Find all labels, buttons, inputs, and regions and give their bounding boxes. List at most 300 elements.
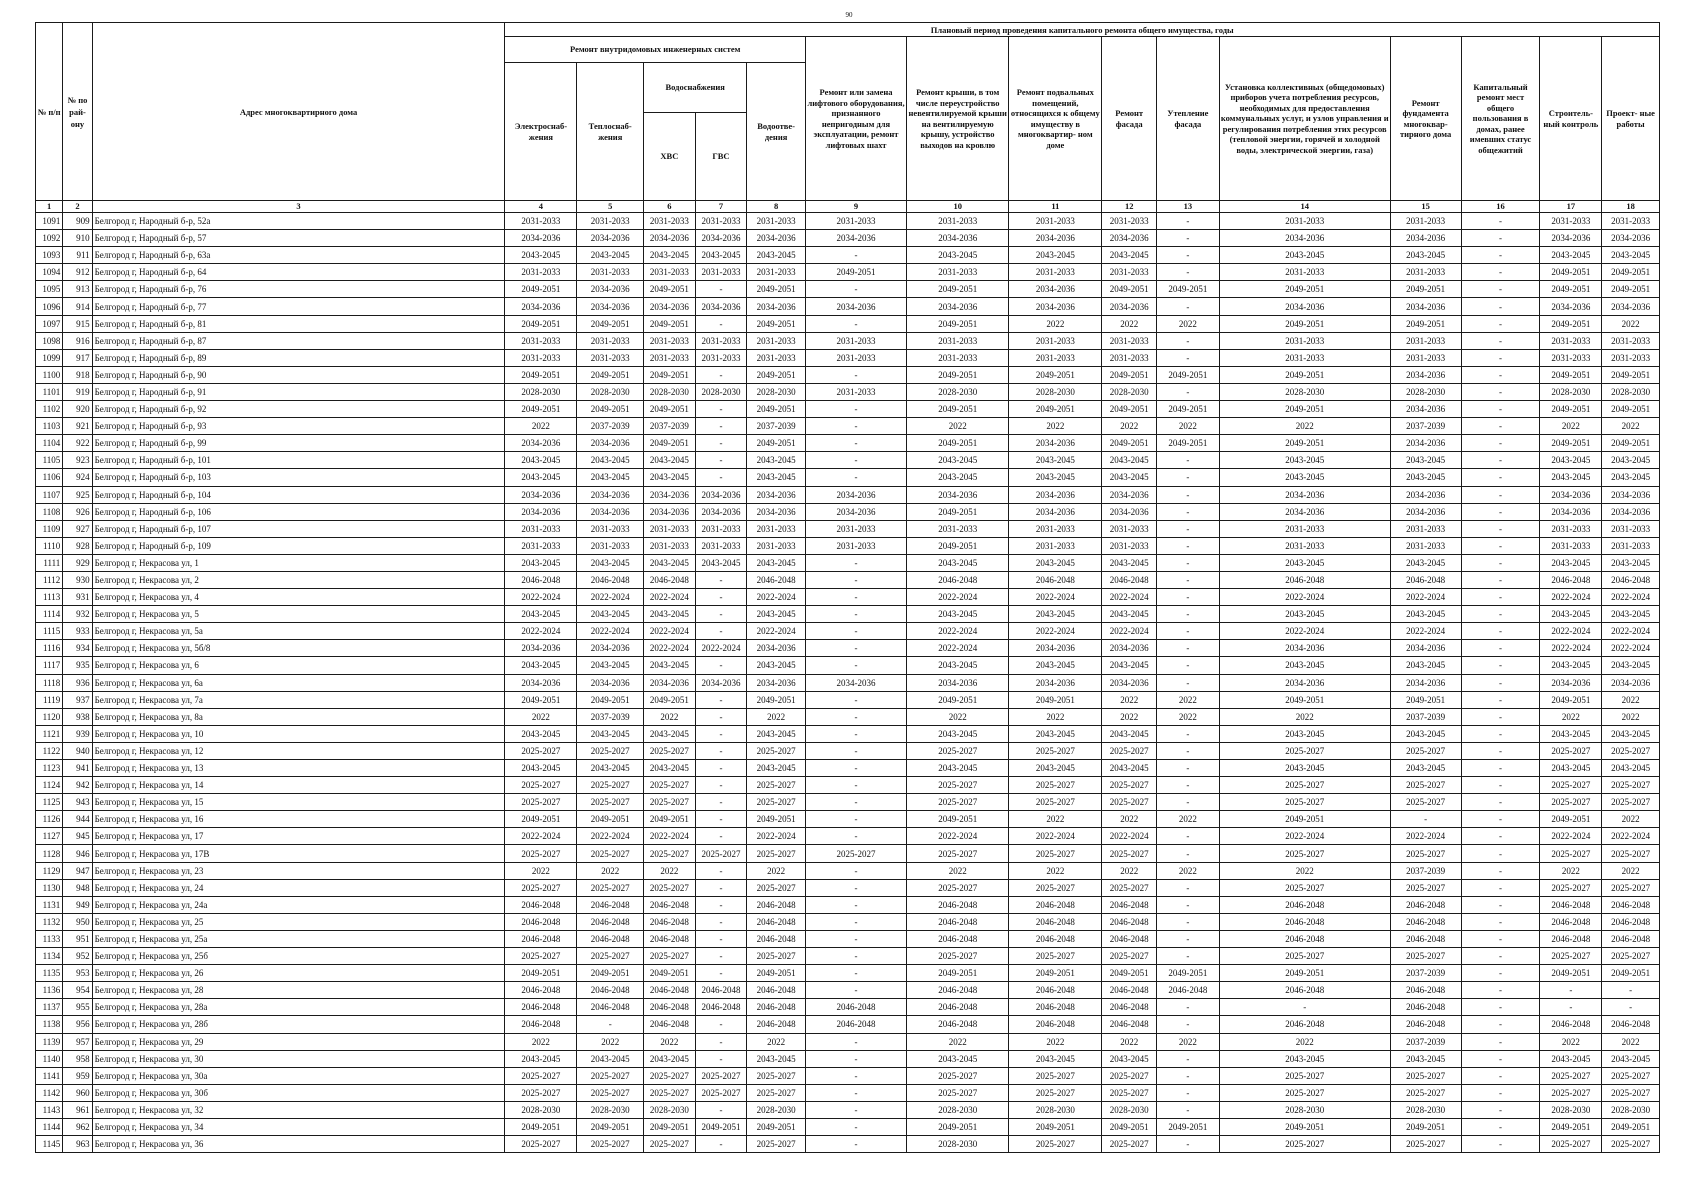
cell-num: 1120	[36, 708, 63, 725]
cell-roof: 2034-2036	[907, 674, 1009, 691]
cell-roof: 2046-2048	[907, 982, 1009, 999]
cell-heat: 2022-2024	[577, 828, 644, 845]
cell-district-num: 947	[63, 862, 92, 879]
cell-insulation: 2022	[1157, 811, 1220, 828]
cell-roof: 2043-2045	[907, 452, 1009, 469]
cell-sewer: 2043-2045	[747, 452, 806, 469]
cell-insulation: -	[1157, 213, 1220, 230]
cell-district-num: 931	[63, 589, 92, 606]
cell-roof: 2025-2027	[907, 794, 1009, 811]
cell-address: Белгород г, Народный б-р, 57	[92, 230, 505, 247]
table-row	[36, 760, 1660, 777]
cell-meters: 2049-2051	[1219, 315, 1390, 332]
cell-dormitory: -	[1461, 879, 1540, 896]
cell-sewer: 2022	[747, 708, 806, 725]
cell-foundation: 2028-2030	[1390, 1101, 1461, 1118]
cell-electric: 2043-2045	[505, 657, 577, 674]
cell-meters: 2043-2045	[1219, 469, 1390, 486]
cell-facade: 2046-2048	[1102, 896, 1157, 913]
cell-foundation: 2034-2036	[1390, 640, 1461, 657]
cell-supervision: 2049-2051	[1540, 965, 1602, 982]
cell-lift: 2046-2048	[805, 1016, 906, 1033]
cell-cold-water: 2034-2036	[644, 503, 696, 520]
cell-sewer: 2031-2033	[747, 537, 806, 554]
cell-district-num: 959	[63, 1067, 92, 1084]
table-row	[36, 1050, 1660, 1067]
cell-facade: 2022	[1102, 811, 1157, 828]
cell-cold-water: 2049-2051	[644, 281, 696, 298]
header-water: Водоснабжения	[644, 63, 747, 113]
cell-hot-water: 2046-2048	[695, 982, 747, 999]
cell-electric: 2049-2051	[505, 965, 577, 982]
cell-num: 1145	[36, 1136, 63, 1153]
cell-basement: 2034-2036	[1009, 230, 1102, 247]
cell-electric: 2034-2036	[505, 640, 577, 657]
cell-heat: 2034-2036	[577, 230, 644, 247]
cell-insulation: -	[1157, 520, 1220, 537]
cell-supervision: 2025-2027	[1540, 1084, 1602, 1101]
header-design: Проект- ные работы	[1602, 37, 1660, 201]
cell-address: Белгород г, Некрасова ул, 25б	[92, 948, 505, 965]
cell-heat: 2022-2024	[577, 623, 644, 640]
table-row	[36, 247, 1660, 264]
cell-hot-water: -	[695, 896, 747, 913]
cell-dormitory: -	[1461, 401, 1540, 418]
cell-roof: 2049-2051	[907, 401, 1009, 418]
cell-design: 2043-2045	[1602, 657, 1660, 674]
column-number: 14	[1219, 201, 1390, 213]
cell-dormitory: -	[1461, 708, 1540, 725]
cell-address: Белгород г, Некрасова ул, 12	[92, 742, 505, 759]
cell-cold-water: 2028-2030	[644, 383, 696, 400]
cell-supervision: 2031-2033	[1540, 213, 1602, 230]
cell-address: Белгород г, Некрасова ул, 7а	[92, 691, 505, 708]
cell-sewer: 2043-2045	[747, 554, 806, 571]
table-row	[36, 811, 1660, 828]
cell-supervision: 2025-2027	[1540, 1136, 1602, 1153]
cell-lift: -	[805, 589, 906, 606]
cell-supervision: 2034-2036	[1540, 298, 1602, 315]
cell-district-num: 935	[63, 657, 92, 674]
cell-roof: 2043-2045	[907, 657, 1009, 674]
cell-basement: 2034-2036	[1009, 674, 1102, 691]
cell-supervision: 2022	[1540, 708, 1602, 725]
cell-dormitory: -	[1461, 760, 1540, 777]
cell-design: 2034-2036	[1602, 503, 1660, 520]
table-row	[36, 1136, 1660, 1153]
cell-heat: 2049-2051	[577, 401, 644, 418]
cell-basement: 2043-2045	[1009, 657, 1102, 674]
header-roof: Ремонт крыши, в том числе переустройство невентилируемой крыши на вентилируемую крышу, устройство выходов на кровлю	[907, 37, 1009, 201]
cell-foundation: 2046-2048	[1390, 1016, 1461, 1033]
cell-design: 2031-2033	[1602, 537, 1660, 554]
cell-lift: -	[805, 657, 906, 674]
cell-facade: 2022	[1102, 862, 1157, 879]
table-row	[36, 999, 1660, 1016]
cell-insulation: -	[1157, 828, 1220, 845]
cell-insulation: -	[1157, 999, 1220, 1016]
cell-foundation: 2037-2039	[1390, 862, 1461, 879]
column-number: 6	[644, 201, 696, 213]
cell-insulation: 2022	[1157, 418, 1220, 435]
cell-num: 1092	[36, 230, 63, 247]
table-row	[36, 845, 1660, 862]
cell-insulation: -	[1157, 794, 1220, 811]
cell-basement: 2034-2036	[1009, 640, 1102, 657]
cell-electric: 2025-2027	[505, 794, 577, 811]
cell-foundation: 2043-2045	[1390, 554, 1461, 571]
cell-insulation: 2049-2051	[1157, 1118, 1220, 1135]
cell-insulation: -	[1157, 742, 1220, 759]
cell-address: Белгород г, Некрасова ул, 30	[92, 1050, 505, 1067]
cell-electric: 2022-2024	[505, 828, 577, 845]
cell-roof: 2049-2051	[907, 965, 1009, 982]
cell-district-num: 951	[63, 930, 92, 947]
cell-meters: 2031-2033	[1219, 213, 1390, 230]
cell-facade: 2046-2048	[1102, 999, 1157, 1016]
cell-meters: 2034-2036	[1219, 503, 1390, 520]
cell-facade: 2022	[1102, 418, 1157, 435]
column-number: 16	[1461, 201, 1540, 213]
cell-electric: 2034-2036	[505, 503, 577, 520]
cell-cold-water: 2043-2045	[644, 247, 696, 264]
cell-cold-water: 2043-2045	[644, 606, 696, 623]
cell-facade: 2034-2036	[1102, 640, 1157, 657]
cell-supervision: 2031-2033	[1540, 349, 1602, 366]
cell-cold-water: 2025-2027	[644, 742, 696, 759]
cell-lift: 2031-2033	[805, 537, 906, 554]
cell-cold-water: 2049-2051	[644, 965, 696, 982]
cell-num: 1130	[36, 879, 63, 896]
cell-num: 1124	[36, 777, 63, 794]
cell-heat: 2034-2036	[577, 298, 644, 315]
table-row	[36, 606, 1660, 623]
cell-facade: 2025-2027	[1102, 742, 1157, 759]
cell-district-num: 913	[63, 281, 92, 298]
cell-roof: 2022	[907, 1033, 1009, 1050]
cell-roof: 2049-2051	[907, 435, 1009, 452]
cell-num: 1116	[36, 640, 63, 657]
cell-hot-water: -	[695, 691, 747, 708]
cell-address: Белгород г, Народный б-р, 99	[92, 435, 505, 452]
cell-num: 1123	[36, 760, 63, 777]
cell-dormitory: -	[1461, 332, 1540, 349]
cell-sewer: 2049-2051	[747, 366, 806, 383]
cell-lift: -	[805, 725, 906, 742]
cell-address: Белгород г, Некрасова ул, 2	[92, 571, 505, 588]
cell-meters: 2031-2033	[1219, 264, 1390, 281]
cell-roof: 2043-2045	[907, 469, 1009, 486]
cell-supervision: 2025-2027	[1540, 794, 1602, 811]
cell-district-num: 928	[63, 537, 92, 554]
cell-lift: -	[805, 913, 906, 930]
cell-hot-water: -	[695, 811, 747, 828]
cell-meters: 2043-2045	[1219, 554, 1390, 571]
table-row	[36, 623, 1660, 640]
cell-insulation: 2049-2051	[1157, 965, 1220, 982]
cell-foundation: 2043-2045	[1390, 725, 1461, 742]
cell-district-num: 946	[63, 845, 92, 862]
cell-cold-water: 2025-2027	[644, 948, 696, 965]
cell-num: 1139	[36, 1033, 63, 1050]
cell-district-num: 952	[63, 948, 92, 965]
cell-basement: 2049-2051	[1009, 401, 1102, 418]
cell-heat: 2025-2027	[577, 1136, 644, 1153]
table-row	[36, 554, 1660, 571]
cell-facade: 2025-2027	[1102, 845, 1157, 862]
cell-district-num: 953	[63, 965, 92, 982]
cell-num: 1122	[36, 742, 63, 759]
cell-meters: 2043-2045	[1219, 725, 1390, 742]
cell-num: 1114	[36, 606, 63, 623]
cell-cold-water: 2034-2036	[644, 230, 696, 247]
cell-facade: 2022	[1102, 315, 1157, 332]
cell-foundation: 2025-2027	[1390, 948, 1461, 965]
cell-heat: 2034-2036	[577, 281, 644, 298]
cell-hot-water: 2049-2051	[695, 1118, 747, 1135]
cell-cold-water: 2049-2051	[644, 435, 696, 452]
cell-district-num: 962	[63, 1118, 92, 1135]
cell-hot-water: -	[695, 913, 747, 930]
cell-supervision: 2046-2048	[1540, 896, 1602, 913]
cell-address: Белгород г, Некрасова ул, 14	[92, 777, 505, 794]
cell-num: 1112	[36, 571, 63, 588]
cell-cold-water: 2049-2051	[644, 401, 696, 418]
cell-foundation: 2025-2027	[1390, 742, 1461, 759]
cell-num: 1094	[36, 264, 63, 281]
cell-meters: 2025-2027	[1219, 1084, 1390, 1101]
cell-num: 1102	[36, 401, 63, 418]
cell-address: Белгород г, Некрасова ул, 15	[92, 794, 505, 811]
column-number: 17	[1540, 201, 1602, 213]
cell-design: 2025-2027	[1602, 777, 1660, 794]
column-number: 13	[1157, 201, 1220, 213]
cell-hot-water: 2028-2030	[695, 383, 747, 400]
cell-supervision: 2043-2045	[1540, 606, 1602, 623]
cell-design: 2022	[1602, 418, 1660, 435]
cell-cold-water: 2046-2048	[644, 913, 696, 930]
column-number: 18	[1602, 201, 1660, 213]
column-number: 3	[92, 201, 505, 213]
cell-basement: 2031-2033	[1009, 537, 1102, 554]
cell-cold-water: 2043-2045	[644, 760, 696, 777]
cell-insulation: 2049-2051	[1157, 281, 1220, 298]
cell-cold-water: 2025-2027	[644, 777, 696, 794]
cell-basement: 2043-2045	[1009, 554, 1102, 571]
table-row	[36, 383, 1660, 400]
cell-cold-water: 2043-2045	[644, 469, 696, 486]
cell-facade: 2022	[1102, 1033, 1157, 1050]
cell-basement: 2022	[1009, 418, 1102, 435]
cell-address: Белгород г, Некрасова ул, 28	[92, 982, 505, 999]
cell-sewer: 2025-2027	[747, 1084, 806, 1101]
cell-lift: -	[805, 640, 906, 657]
cell-dormitory: -	[1461, 965, 1540, 982]
cell-num: 1111	[36, 554, 63, 571]
cell-supervision: 2028-2030	[1540, 1101, 1602, 1118]
cell-district-num: 963	[63, 1136, 92, 1153]
cell-address: Белгород г, Некрасова ул, 17	[92, 828, 505, 845]
cell-meters: 2034-2036	[1219, 298, 1390, 315]
cell-supervision: 2049-2051	[1540, 435, 1602, 452]
table-row	[36, 828, 1660, 845]
cell-district-num: 926	[63, 503, 92, 520]
cell-address: Белгород г, Некрасова ул, 10	[92, 725, 505, 742]
cell-design: 2043-2045	[1602, 247, 1660, 264]
cell-design: 2031-2033	[1602, 213, 1660, 230]
cell-dormitory: -	[1461, 657, 1540, 674]
cell-facade: 2049-2051	[1102, 435, 1157, 452]
cell-lift: -	[805, 401, 906, 418]
cell-insulation: -	[1157, 948, 1220, 965]
cell-lift: -	[805, 281, 906, 298]
cell-hot-water: 2034-2036	[695, 230, 747, 247]
cell-supervision: 2031-2033	[1540, 332, 1602, 349]
cell-heat: 2031-2033	[577, 349, 644, 366]
header-cold-water: ХВС	[644, 113, 696, 201]
cell-facade: 2025-2027	[1102, 777, 1157, 794]
cell-dormitory: -	[1461, 725, 1540, 742]
cell-heat: 2049-2051	[577, 691, 644, 708]
cell-sewer: 2043-2045	[747, 1050, 806, 1067]
cell-meters: 2022	[1219, 1033, 1390, 1050]
cell-lift: 2025-2027	[805, 845, 906, 862]
cell-meters: 2028-2030	[1219, 383, 1390, 400]
cell-basement: 2046-2048	[1009, 896, 1102, 913]
cell-district-num: 960	[63, 1084, 92, 1101]
table-row	[36, 503, 1660, 520]
cell-electric: 2022	[505, 418, 577, 435]
cell-hot-water: -	[695, 1033, 747, 1050]
cell-design: 2025-2027	[1602, 879, 1660, 896]
cell-basement: 2034-2036	[1009, 435, 1102, 452]
cell-insulation: 2022	[1157, 1033, 1220, 1050]
cell-address: Белгород г, Некрасова ул, 23	[92, 862, 505, 879]
cell-supervision: 2025-2027	[1540, 845, 1602, 862]
cell-lift: -	[805, 366, 906, 383]
cell-district-num: 938	[63, 708, 92, 725]
cell-supervision: 2049-2051	[1540, 264, 1602, 281]
cell-facade: 2046-2048	[1102, 1016, 1157, 1033]
cell-facade: 2043-2045	[1102, 247, 1157, 264]
cell-address: Белгород г, Народный б-р, 109	[92, 537, 505, 554]
cell-hot-water: -	[695, 879, 747, 896]
cell-design: 2022	[1602, 811, 1660, 828]
cell-basement: 2046-2048	[1009, 1016, 1102, 1033]
cell-meters: 2049-2051	[1219, 435, 1390, 452]
cell-basement: 2022-2024	[1009, 623, 1102, 640]
table-row	[36, 1101, 1660, 1118]
cell-dormitory: -	[1461, 366, 1540, 383]
cell-sewer: 2025-2027	[747, 777, 806, 794]
cell-facade: 2022	[1102, 708, 1157, 725]
cell-hot-water: -	[695, 1136, 747, 1153]
cell-electric: 2043-2045	[505, 247, 577, 264]
cell-district-num: 921	[63, 418, 92, 435]
cell-num: 1099	[36, 349, 63, 366]
cell-address: Белгород г, Некрасова ул, 30б	[92, 1084, 505, 1101]
cell-foundation: 2031-2033	[1390, 332, 1461, 349]
cell-foundation: 2034-2036	[1390, 366, 1461, 383]
cell-foundation: 2046-2048	[1390, 913, 1461, 930]
table-row	[36, 657, 1660, 674]
cell-design: 2025-2027	[1602, 845, 1660, 862]
cell-lift: -	[805, 571, 906, 588]
cell-cold-water: 2025-2027	[644, 1136, 696, 1153]
cell-hot-water: -	[695, 930, 747, 947]
cell-electric: 2028-2030	[505, 1101, 577, 1118]
table-row	[36, 640, 1660, 657]
cell-design: 2043-2045	[1602, 760, 1660, 777]
cell-heat: 2049-2051	[577, 1118, 644, 1135]
cell-cold-water: 2025-2027	[644, 1084, 696, 1101]
cell-roof: 2034-2036	[907, 486, 1009, 503]
table-row	[36, 281, 1660, 298]
cell-cold-water: 2022	[644, 1033, 696, 1050]
cell-dormitory: -	[1461, 520, 1540, 537]
cell-supervision: 2022-2024	[1540, 623, 1602, 640]
cell-cold-water: 2049-2051	[644, 366, 696, 383]
table-row	[36, 862, 1660, 879]
cell-electric: 2022-2024	[505, 589, 577, 606]
cell-hot-water: -	[695, 418, 747, 435]
cell-electric: 2046-2048	[505, 896, 577, 913]
cell-meters: 2025-2027	[1219, 879, 1390, 896]
cell-meters: 2046-2048	[1219, 571, 1390, 588]
cell-district-num: 911	[63, 247, 92, 264]
cell-meters: 2022	[1219, 418, 1390, 435]
cell-district-num: 941	[63, 760, 92, 777]
cell-insulation: -	[1157, 469, 1220, 486]
cell-roof: 2034-2036	[907, 298, 1009, 315]
cell-insulation: 2022	[1157, 862, 1220, 879]
cell-foundation: 2031-2033	[1390, 520, 1461, 537]
cell-dormitory: -	[1461, 554, 1540, 571]
cell-design: 2022-2024	[1602, 589, 1660, 606]
cell-dormitory: -	[1461, 281, 1540, 298]
cell-electric: 2043-2045	[505, 452, 577, 469]
cell-num: 1118	[36, 674, 63, 691]
cell-basement: 2025-2027	[1009, 1084, 1102, 1101]
cell-hot-water: -	[695, 606, 747, 623]
cell-num: 1119	[36, 691, 63, 708]
cell-basement: 2028-2030	[1009, 1101, 1102, 1118]
table-row	[36, 366, 1660, 383]
cell-supervision: 2022-2024	[1540, 640, 1602, 657]
cell-address: Белгород г, Некрасова ул, 5а	[92, 623, 505, 640]
cell-meters: 2049-2051	[1219, 811, 1390, 828]
cell-basement: 2031-2033	[1009, 520, 1102, 537]
cell-roof: 2049-2051	[907, 366, 1009, 383]
cell-facade: 2034-2036	[1102, 486, 1157, 503]
cell-electric: 2034-2036	[505, 435, 577, 452]
cell-design: 2043-2045	[1602, 554, 1660, 571]
cell-address: Белгород г, Некрасова ул, 17В	[92, 845, 505, 862]
cell-dormitory: -	[1461, 486, 1540, 503]
cell-insulation: -	[1157, 1067, 1220, 1084]
cell-lift: -	[805, 1118, 906, 1135]
cell-sewer: 2022-2024	[747, 828, 806, 845]
cell-num: 1135	[36, 965, 63, 982]
cell-facade: 2031-2033	[1102, 213, 1157, 230]
cell-design: 2022-2024	[1602, 623, 1660, 640]
cell-hot-water: 2034-2036	[695, 298, 747, 315]
cell-insulation: -	[1157, 930, 1220, 947]
cell-hot-water: 2034-2036	[695, 503, 747, 520]
table-row	[36, 725, 1660, 742]
cell-num: 1117	[36, 657, 63, 674]
cell-design: 2022	[1602, 691, 1660, 708]
